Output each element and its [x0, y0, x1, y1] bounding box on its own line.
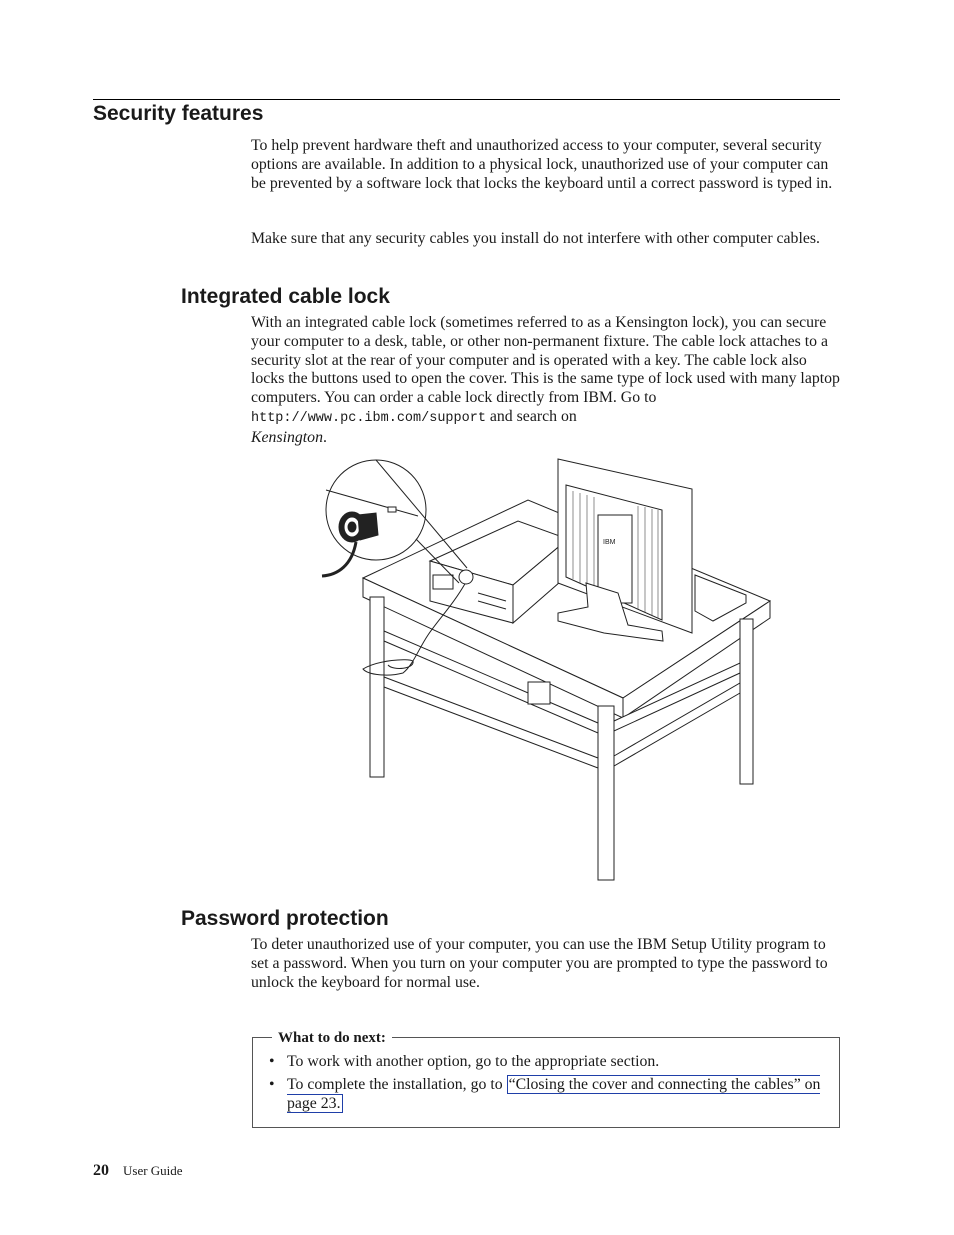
cable-lock-text: With an integrated cable lock (sometimes referred to as a Kensington lock), you can secure your computer to a desk, table, or other non-permanent fixture. The cable lock attaches to a security slot at the rear of your computer and is operated with a key. The cable lock also locks the buttons used to open the cover. This is the same type of lock used with many laptop computers. You can order a cable lock directly from IBM. Go to [251, 314, 840, 407]
page-number: 20 [93, 1162, 109, 1179]
search-term: Kensington [251, 428, 323, 446]
monitor-logo: IBM [603, 539, 616, 546]
bullet: • [269, 1075, 275, 1093]
what-to-do-next-title: What to do next: [272, 1030, 392, 1047]
cable-lock-paragraph [251, 314, 841, 448]
cable-lock-illustration [318, 455, 778, 885]
security-cables-paragraph: Make sure that any security cables you install do not interfere with other computer cables. [251, 230, 820, 247]
password-paragraph: To deter unauthorized use of your computer, you can use the IBM Setup Utility program to set a password. When you turn on your computer you are prompted to type the password to unlock the keyboard for normal use. [251, 936, 828, 991]
list-item-text: To complete the installation, go to [287, 1075, 507, 1093]
list-item [266, 1075, 826, 1114]
section-title-security-features: Security features [93, 102, 264, 125]
section-title-integrated-cable-lock: Integrated cable lock [181, 285, 390, 308]
list-item [266, 1052, 826, 1072]
page-footer [93, 1162, 183, 1180]
top-rule [93, 99, 840, 100]
bullet: • [269, 1053, 275, 1070]
monitor [558, 459, 746, 641]
footer-doc-title: User Guide [123, 1163, 183, 1178]
cable-lock-period: . [322, 428, 327, 446]
security-intro-paragraph: To help prevent hardware theft and unauthorized access to your computer, several security options are available. In addition to a physical lock, unauthorized use of your computer can be prevented by a software lock that locks the keyboard until a correct password is typed in. [251, 137, 833, 192]
what-to-do-next-list [266, 1052, 826, 1117]
closing-cover-link[interactable]: “Closing the cover and connecting the cables” on page 23. [287, 1075, 821, 1112]
cable-lock-text-after-url: and search on [485, 407, 577, 425]
list-item-text: To work with another option, go to the appropriate section. [287, 1053, 660, 1070]
section-title-password-protection: Password protection [181, 907, 389, 930]
support-url: http://www.pc.ibm.com/support [251, 410, 486, 426]
